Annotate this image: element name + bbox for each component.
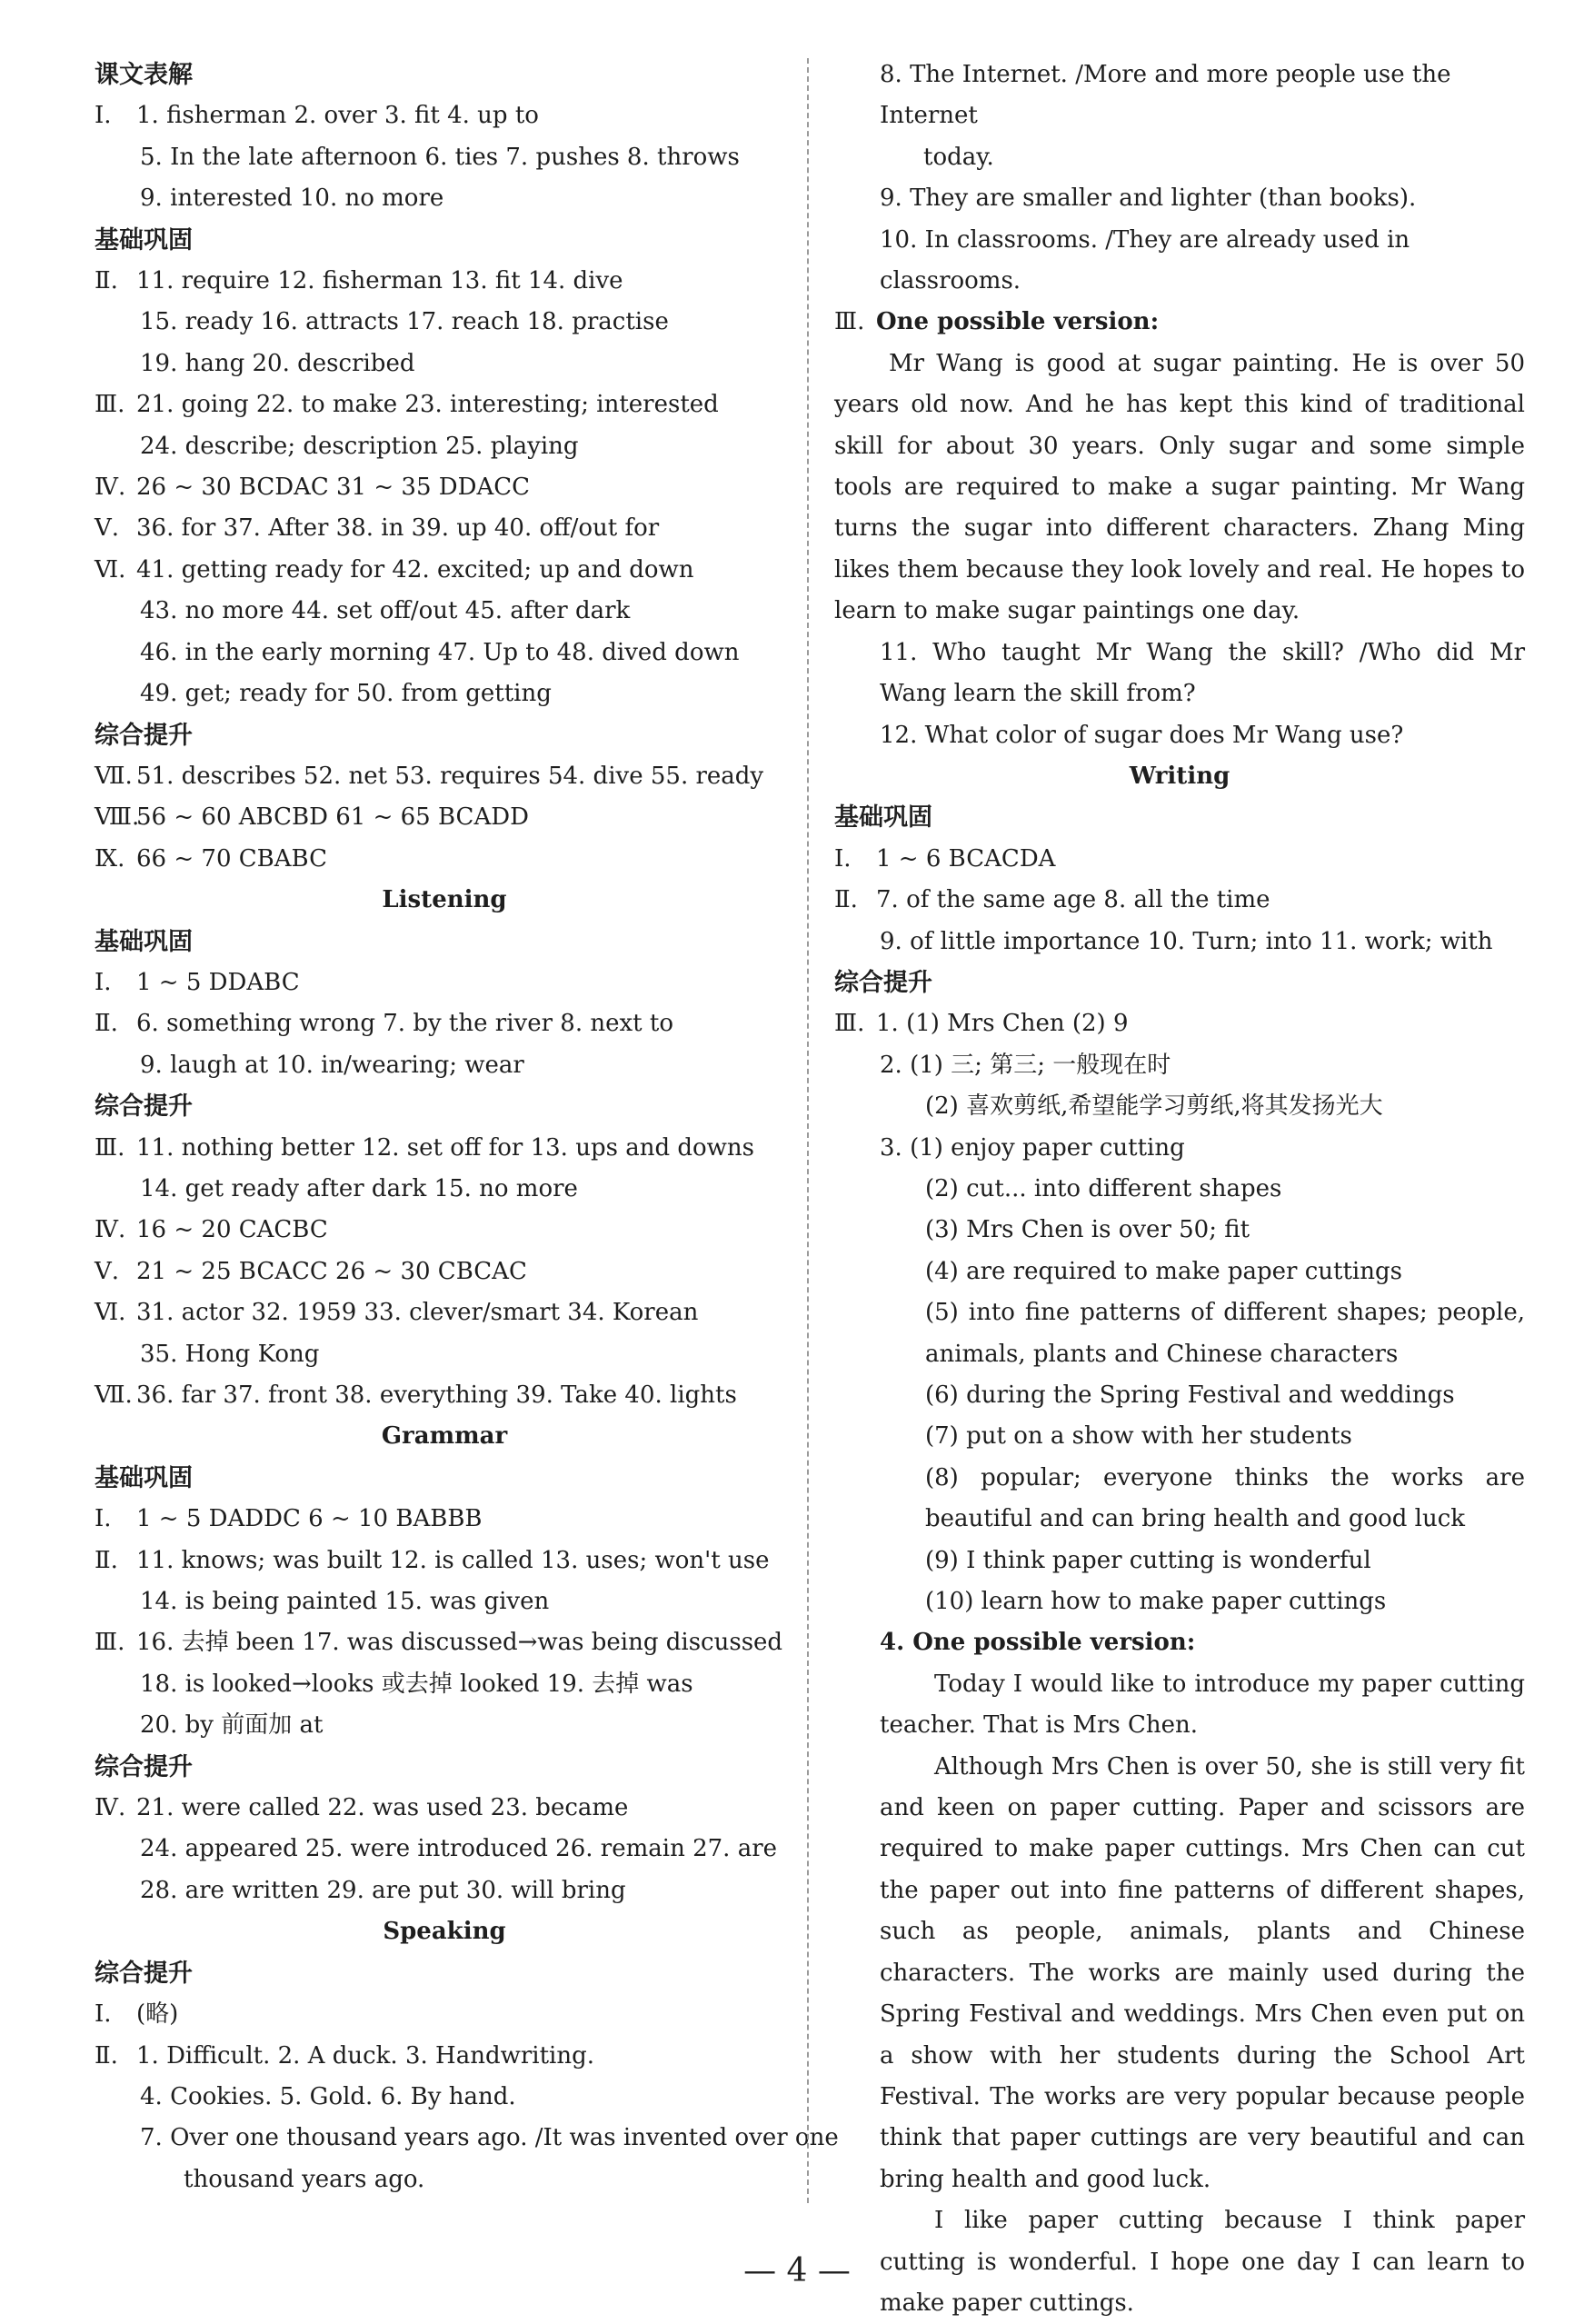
answer-row: Ⅲ. One possible version:	[834, 308, 1160, 336]
section-heading: 基础巩固	[95, 1463, 193, 1492]
answer-row: Ⅳ. 16 ~ 20 CACBC	[95, 1216, 328, 1244]
answer-row: Ⅱ. 11. require 12. fisherman 13. fit 14. dive	[95, 267, 623, 295]
essay-paragraph: Although Mrs Chen is over 50, she is still very fit and keen on paper cutting. Paper and scissors are required to make paper cuttings. Mrs Chen can cut the paper out into fine patterns of different shapes, such as people, animals, plants and Chinese characters. The works are mainly used during the Spring Festival and weddings. Mrs Chen even put on a show with her students during the School Art Festival. The works are very popular because people think that paper cuttings are very beautiful and can bring health and good luck.	[880, 1752, 1525, 2193]
answer-row: 28. are written 29. are put 30. will bring	[140, 1876, 626, 1904]
answer-row: Ⅶ. 51. describes 52. net 53. requires 54. dive 55. ready	[95, 762, 764, 790]
section-heading: 综合提升	[95, 1959, 193, 1988]
answer-row: Ⅰ. 1. fisherman 2. over 3. fit 4. up to	[95, 102, 539, 130]
part-title-listening: Listening	[382, 886, 507, 914]
answer-row: Ⅰ. 1 ~ 5 DADDC 6 ~ 10 BABBB	[95, 1505, 483, 1533]
answer-row: (8) popular; everyone thinks the works are beautiful and can bring health and good luck	[925, 1463, 1525, 1533]
left-column	[95, 55, 839, 2200]
answer-row: 18. is looked→looks 或去掉 looked 19. 去掉 was	[140, 1670, 693, 1698]
answer-row: (2) cut... into different shapes	[925, 1174, 1282, 1202]
answer-row: 8. The Internet. /More and more people use the Internet	[880, 61, 1451, 130]
answer-row: Ⅲ. 1. (1) Mrs Chen (2) 9	[834, 1010, 1129, 1038]
page-number: — 4 —	[743, 2252, 851, 2289]
answer-row: 35. Hong Kong	[140, 1340, 320, 1368]
essay-paragraph: Today I would like to introduce my paper cutting teacher. That is Mrs Chen.	[880, 1670, 1525, 1740]
answer-row: (5) into fine patterns of different shapes; people, animals, plants and Chinese characters	[925, 1299, 1525, 1368]
answer-row: Ⅵ. 31. actor 32. 1959 33. clever/smart 34. Korean	[95, 1299, 699, 1327]
answer-row: today.	[923, 143, 994, 171]
column-divider	[807, 58, 809, 2203]
answer-row: Ⅷ. 56 ~ 60 ABCBD 61 ~ 65 BCADD	[95, 803, 529, 832]
answer-row: Ⅵ. 41. getting ready for 42. excited; up and down	[95, 555, 694, 583]
part-title-writing: Writing	[1129, 762, 1230, 790]
answer-row: Ⅴ. 21 ~ 25 BCACC 26 ~ 30 CBCAC	[95, 1257, 527, 1285]
answer-row: (7) put on a show with her students	[925, 1422, 1352, 1451]
answer-row: Ⅱ. 6. something wrong 7. by the river 8. next to	[95, 1010, 673, 1038]
answer-row: Ⅴ. 36. for 37. After 38. in 39. up 40. off/out for	[95, 514, 660, 543]
section-heading: 课文表解	[95, 61, 193, 89]
section-heading: 综合提升	[95, 1092, 193, 1122]
answer-row: (9) I think paper cutting is wonderful	[925, 1546, 1371, 1574]
answer-row: (4) are required to make paper cuttings	[925, 1257, 1402, 1285]
answer-row: (10) learn how to make paper cuttings	[925, 1588, 1387, 1616]
section-heading: 综合提升	[95, 721, 193, 750]
answer-row: 7. Over one thousand years ago. /It was invented over one	[140, 2124, 839, 2152]
answer-row: Ⅱ. 11. knows; was built 12. is called 13. uses; won't use	[95, 1546, 770, 1574]
answer-row: Ⅱ. 7. of the same age 8. all the time	[834, 886, 1270, 914]
answer-row: (6) during the Spring Festival and weddings	[925, 1381, 1455, 1409]
section-heading: 基础巩固	[95, 927, 193, 956]
answer-row: Ⅲ. 16. 去掉 been 17. was discussed→was being discussed	[95, 1629, 783, 1657]
answer-row: 5. In the late afternoon 6. ties 7. pushes 8. throws	[140, 143, 740, 171]
answer-row: 10. In classrooms. /They are already used in classrooms.	[880, 225, 1410, 295]
answer-row: 4. One possible version:	[880, 1629, 1196, 1657]
answer-row: 14. is being painted 15. was given	[140, 1588, 550, 1616]
answer-row: Ⅰ. 1 ~ 6 BCACDA	[834, 844, 1056, 873]
answer-row: 14. get ready after dark 15. no more	[140, 1174, 578, 1202]
answer-row: Ⅰ. 1 ~ 5 DDABC	[95, 968, 300, 996]
answer-row: 46. in the early morning 47. Up to 48. dived down	[140, 638, 740, 666]
answer-row: 2. (1) 三; 第三; 一般现在时	[880, 1051, 1171, 1079]
answer-row: Ⅱ. 1. Difficult. 2. A duck. 3. Handwriting.	[95, 2041, 595, 2070]
section-heading: 基础巩固	[834, 803, 932, 833]
answer-row: Ⅳ. 26 ~ 30 BCDAC 31 ~ 35 DDACC	[95, 474, 531, 502]
part-title-grammar: Grammar	[381, 1422, 508, 1451]
answer-row: (2) 喜欢剪纸,希望能学习剪纸,将其发扬光大	[925, 1092, 1383, 1121]
answer-row: 9. of little importance 10. Turn; into 11. work; with	[880, 927, 1493, 955]
essay-paragraph: I like paper cutting because I think paper cutting is wonderful. I hope one day I can learn to make paper cuttings.	[880, 2207, 1525, 2317]
part-title-speaking: Speaking	[383, 1918, 506, 1946]
answer-row: (3) Mrs Chen is over 50; fit	[925, 1216, 1250, 1244]
answer-row: 43. no more 44. set off/out 45. after dark	[140, 597, 631, 625]
answer-row: 49. get; ready for 50. from getting	[140, 680, 552, 708]
answer-row: Ⅲ. 21. going 22. to make 23. interesting; interested	[95, 391, 719, 419]
answer-row: Ⅲ. 11. nothing better 12. set off for 13. ups and downs	[95, 1133, 754, 1162]
answer-row: 3. (1) enjoy paper cutting	[880, 1133, 1185, 1162]
answer-row: Ⅳ. 21. were called 22. was used 23. became	[95, 1794, 629, 1822]
answer-row: 11. Who taught Mr Wang the skill? /Who did Mr Wang learn the skill from?	[880, 638, 1525, 708]
answer-row: Ⅸ. 66 ~ 70 CBABC	[95, 844, 328, 873]
section-heading: 综合提升	[834, 968, 932, 997]
answer-row: 24. appeared 25. were introduced 26. remain 27. are	[140, 1835, 778, 1863]
answer-row: 4. Cookies. 5. Gold. 6. By hand.	[140, 2082, 516, 2110]
section-heading: 基础巩固	[95, 225, 193, 254]
answer-row: 24. describe; description 25. playing	[140, 432, 579, 460]
answer-row: 9. They are smaller and lighter (than books).	[880, 185, 1417, 213]
answer-row: Ⅰ. (略)	[95, 2000, 179, 2029]
answer-row: 19. hang 20. described	[140, 349, 415, 377]
answer-row: Ⅶ. 36. far 37. front 38. everything 39. Take 40. lights	[95, 1381, 737, 1409]
answer-row: 12. What color of sugar does Mr Wang use?	[880, 721, 1404, 749]
answer-row: thousand years ago.	[184, 2165, 425, 2193]
essay-paragraph: Mr Wang is good at sugar painting. He is over 50 years old now. And he has kept this kind of traditional skill for about 30 years. Only sugar and some simple tools are required to make a sugar painting. Mr Wang turns the sugar into different characters. Zhang Ming likes them because they look lovely and real. He hopes to learn to make sugar paintings one day.	[834, 349, 1525, 625]
answer-row: 20. by 前面加 at	[140, 1711, 324, 1740]
right-column	[834, 55, 1525, 2324]
section-heading: 综合提升	[95, 1752, 193, 1781]
answer-row: 15. ready 16. attracts 17. reach 18. practise	[140, 308, 669, 336]
answer-row: 9. interested 10. no more	[140, 185, 444, 213]
answer-row: 9. laugh at 10. in/wearing; wear	[140, 1051, 524, 1079]
